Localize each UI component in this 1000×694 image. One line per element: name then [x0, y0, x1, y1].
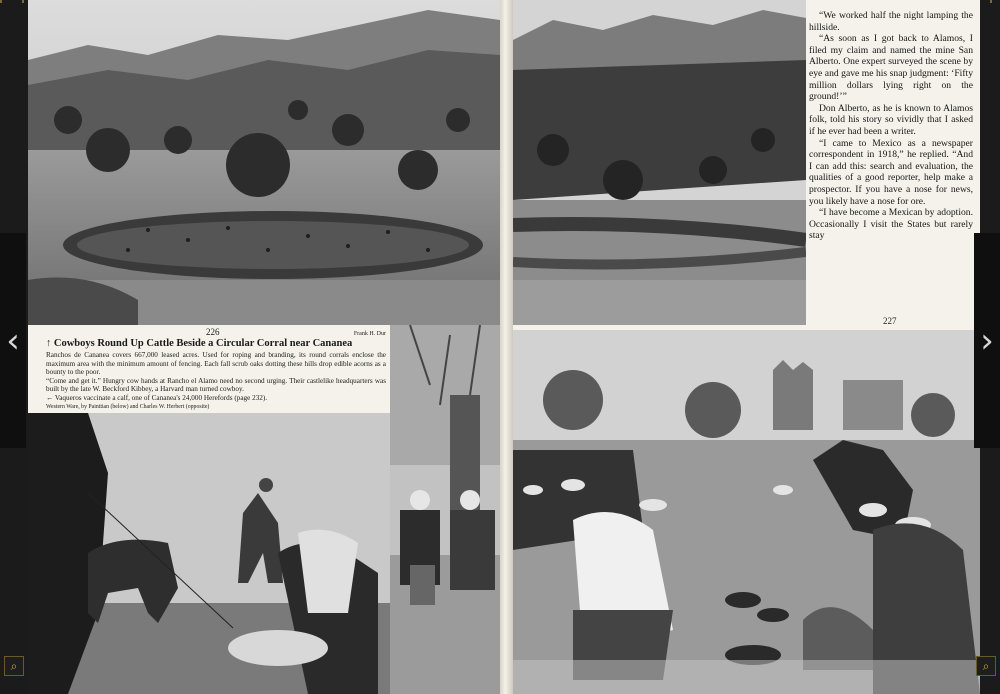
- right-page: [513, 0, 980, 694]
- photo-vaqueros-meal: [513, 330, 980, 694]
- photo-men-eating-left: [390, 325, 500, 694]
- zoom-icon: ⌕: [982, 658, 990, 673]
- photo-cattle-corral: [28, 0, 500, 325]
- paragraph: “As soon as I got back to Alamos, I filed my claim and named the mine San Alberto. One expert surveyed the scene by eye and gave me his snap judgment: ‘Fifty million dollars lying right on the ground!’”: [809, 33, 973, 103]
- paragraph: “We worked half the night lamping the hillside.: [809, 10, 973, 33]
- left-page: [28, 0, 500, 694]
- paragraph: “I have become a Mexican by adoption. Occasionally I visit the States but rarely stay: [809, 207, 973, 242]
- page-number-right: 227: [883, 316, 897, 326]
- paragraph: “I came to Mexico as a newspaper correspondent in 1918,” he replied. “And I can add this: search and evaluation, the qualities of a good reporter, help make a prospector. If you have a nose for news, you likely have a nose for ore.: [809, 137, 973, 207]
- next-page-button[interactable]: [974, 233, 1000, 448]
- photo-hillside-corral: [513, 0, 806, 325]
- caption-text-2: “Come and get it.” Hungry cow hands at Rancho el Alamo need no second urging. Their castlelike headquarters was built by the late W. Beckford Kibbey, a Harvard man turned cowboy.: [46, 376, 386, 394]
- zoom-button-left[interactable]: [4, 656, 24, 676]
- caption-text-1: Ranchos de Cananea covers 667,000 leased acres. Used for roping and branding, its round corrals enclose the maximum area with the minimum amount of fencing. Each fall scrub oaks dotting these hills drop edible acorns as a bounty to the poor.: [46, 351, 386, 377]
- caption-box: [42, 325, 390, 413]
- photo-credit: Frank H. Dur: [353, 331, 386, 337]
- chevron-right-icon: ›: [980, 320, 994, 361]
- paragraph: Don Alberto, as he is known to Alamos folk, told his story so vividly that I asked if he ever had been a writer.: [809, 102, 973, 137]
- caption-credit-small: Western Ware, by Painitian (below) and Charles W. Herbert (opposite): [46, 403, 210, 410]
- caption-text-3: ← Vaqueros vaccinate a calf, one of Cananea's 24,000 Herefords (page 232).: [46, 393, 268, 402]
- chevron-left-icon: ‹: [6, 320, 20, 361]
- caption-title: ↑ Cowboys Round Up Cattle Beside a Circular Corral near Cananea: [46, 338, 353, 349]
- photo-vaccinating-calf: [28, 413, 390, 694]
- article-text-column: [806, 10, 976, 330]
- zoom-button-right[interactable]: [976, 656, 996, 676]
- magazine-spread: [28, 0, 980, 694]
- page-gutter: [500, 0, 513, 694]
- zoom-icon: ⌕: [10, 658, 18, 673]
- prev-page-button[interactable]: [0, 233, 26, 448]
- page-number-left: 226: [206, 327, 220, 337]
